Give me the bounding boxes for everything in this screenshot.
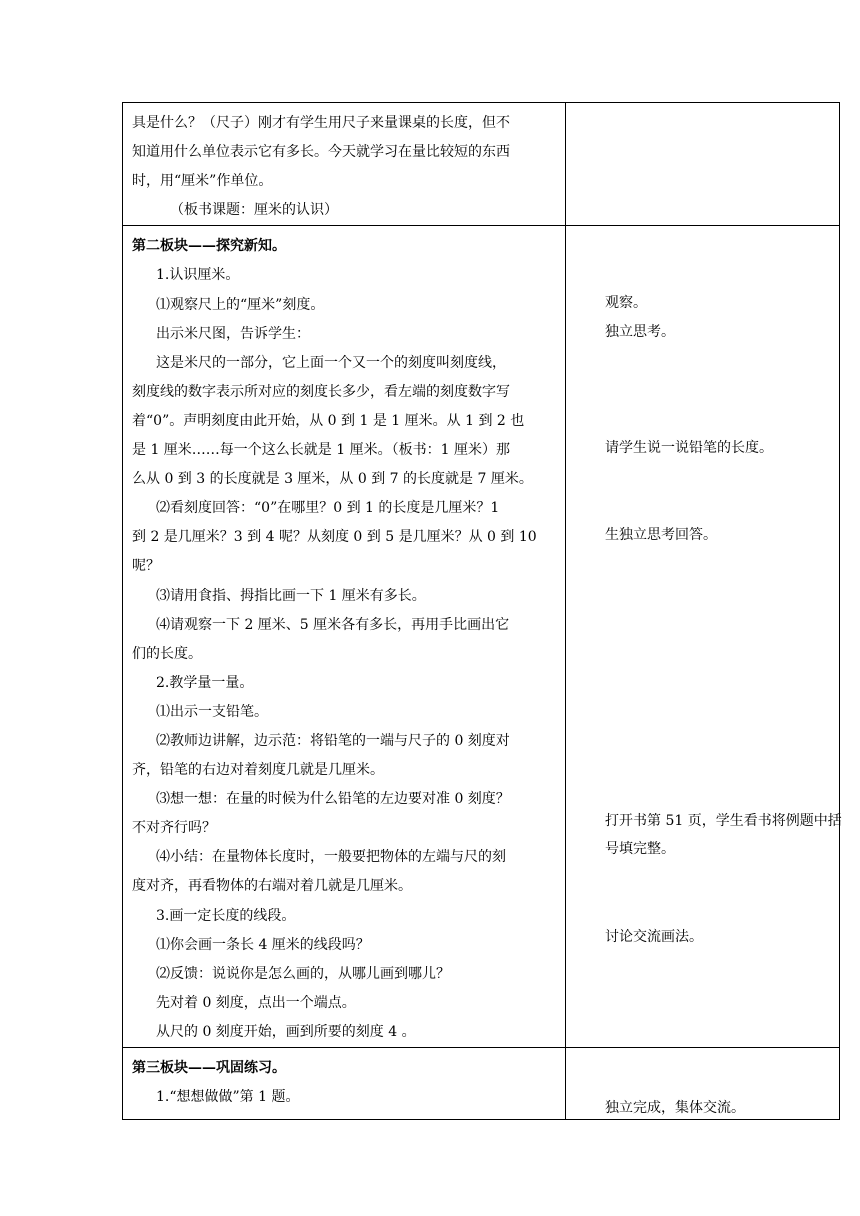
step-line: ⑷请观察一下 2 厘米、5 厘米各有多长，再用手比画出它 xyxy=(156,616,510,633)
intro-row xyxy=(123,103,840,226)
section3-heading: 第三板块——巩固练习。 xyxy=(132,1060,286,1076)
step-line: 么从 0 到 3 的长度就是 3 厘米，从 0 到 7 的长度就是 7 厘米。 xyxy=(132,471,533,488)
step-line: 2.教学量一量。 xyxy=(156,674,254,691)
student-activity: 号填完整。 xyxy=(605,841,675,858)
step-line: ⑵教师边讲解，边示范：将铅笔的一端与尺子的 0 刻度对 xyxy=(156,732,510,749)
step-line: 从尺的 0 刻度开始，画到所要的刻度 4 。 xyxy=(156,1023,416,1040)
step-line: ⑴你会画一条长 4 厘米的线段吗？ xyxy=(156,936,370,953)
step-line: 度对齐，再看物体的右端对着几就是几厘米。 xyxy=(132,878,412,895)
step-line: ⑴观察尺上的“厘米”刻度。 xyxy=(156,296,325,313)
step-line: 是 1 厘米……每一个这么长就是 1 厘米。（板书：1 厘米）那 xyxy=(132,442,510,459)
step-line: ⑷小结：在量物体长度时，一般要把物体的左端与尺的刻 xyxy=(156,849,506,866)
intro-line: 具是什么？（尺子）刚才有学生用尺子来量课桌的长度，但不 xyxy=(132,115,510,131)
step-line: ⑴出示一支铅笔。 xyxy=(156,703,268,720)
intro-line: 知道用什么单位表示它有多长。今天就学习在量比较短的东西 xyxy=(132,144,510,161)
section2-teacher-cell xyxy=(123,226,566,1048)
section2-heading: 第二板块——探究新知。 xyxy=(132,238,286,255)
board-title-line: （板书课题：厘米的认识） xyxy=(170,202,338,219)
section2-row xyxy=(123,226,840,1048)
lesson-plan-table xyxy=(122,102,840,1120)
intro-teacher-cell xyxy=(123,103,566,226)
step-line: 们的长度。 xyxy=(132,645,202,662)
step-line: 齐，铅笔的右边对着刻度几就是几厘米。 xyxy=(132,762,384,779)
step-line: 出示米尺图，告诉学生： xyxy=(156,325,310,342)
step-line: ⑶想一想：在量的时候为什么铅笔的左边要对准 0 刻度？ xyxy=(156,791,510,808)
section3-student-cell xyxy=(566,1048,840,1120)
student-activity: 独立完成，集体交流。 xyxy=(605,1100,745,1116)
intro-line: 时，用“厘米”作单位。 xyxy=(132,173,273,190)
step-line: ⑶请用食指、拇指比画一下 1 厘米有多长。 xyxy=(156,587,426,604)
step-line: 这是米尺的一部分，它上面一个又一个的刻度叫刻度线， xyxy=(156,354,506,371)
section3-row xyxy=(123,1048,840,1120)
student-activity: 生独立思考回答。 xyxy=(605,527,717,544)
section2-student-cell xyxy=(566,226,840,1048)
step-line: 1.认识厘米。 xyxy=(156,267,240,284)
step-line: 3.画一定长度的线段。 xyxy=(156,907,296,924)
student-activity: 打开书第 51 页，学生看书将例题中括 xyxy=(605,813,842,830)
section3-teacher-cell xyxy=(123,1048,566,1120)
step-line: ⑵反馈：说说你是怎么画的，从哪儿画到哪儿？ xyxy=(156,965,450,982)
step-line: ⑵看刻度回答：“0”在哪里？0 到 1 的长度是几厘米？1 xyxy=(156,500,500,517)
student-activity: 讨论交流画法。 xyxy=(605,929,703,946)
exercise-line: 1.“想想做做”第 1 题。 xyxy=(156,1089,300,1106)
student-activity: 请学生说一说铅笔的长度。 xyxy=(605,440,773,457)
step-line: 刻度线的数字表示所对应的刻度长多少，看左端的刻度数字写 xyxy=(132,383,510,400)
step-line: 着“0”。声明刻度由此开始，从 0 到 1 是 1 厘米。从 1 到 2 也 xyxy=(132,412,525,429)
intro-student-cell xyxy=(566,103,840,226)
step-line: 呢？ xyxy=(132,558,160,575)
student-activity: 观察。 xyxy=(605,295,647,312)
step-line: 到 2 是几厘米？3 到 4 呢？从刻度 0 到 5 是几厘米？从 0 到 10 xyxy=(132,529,537,546)
step-line: 先对着 0 刻度，点出一个端点。 xyxy=(156,994,356,1011)
student-activity: 独立思考。 xyxy=(605,324,675,341)
step-line: 不对齐行吗？ xyxy=(132,820,216,837)
